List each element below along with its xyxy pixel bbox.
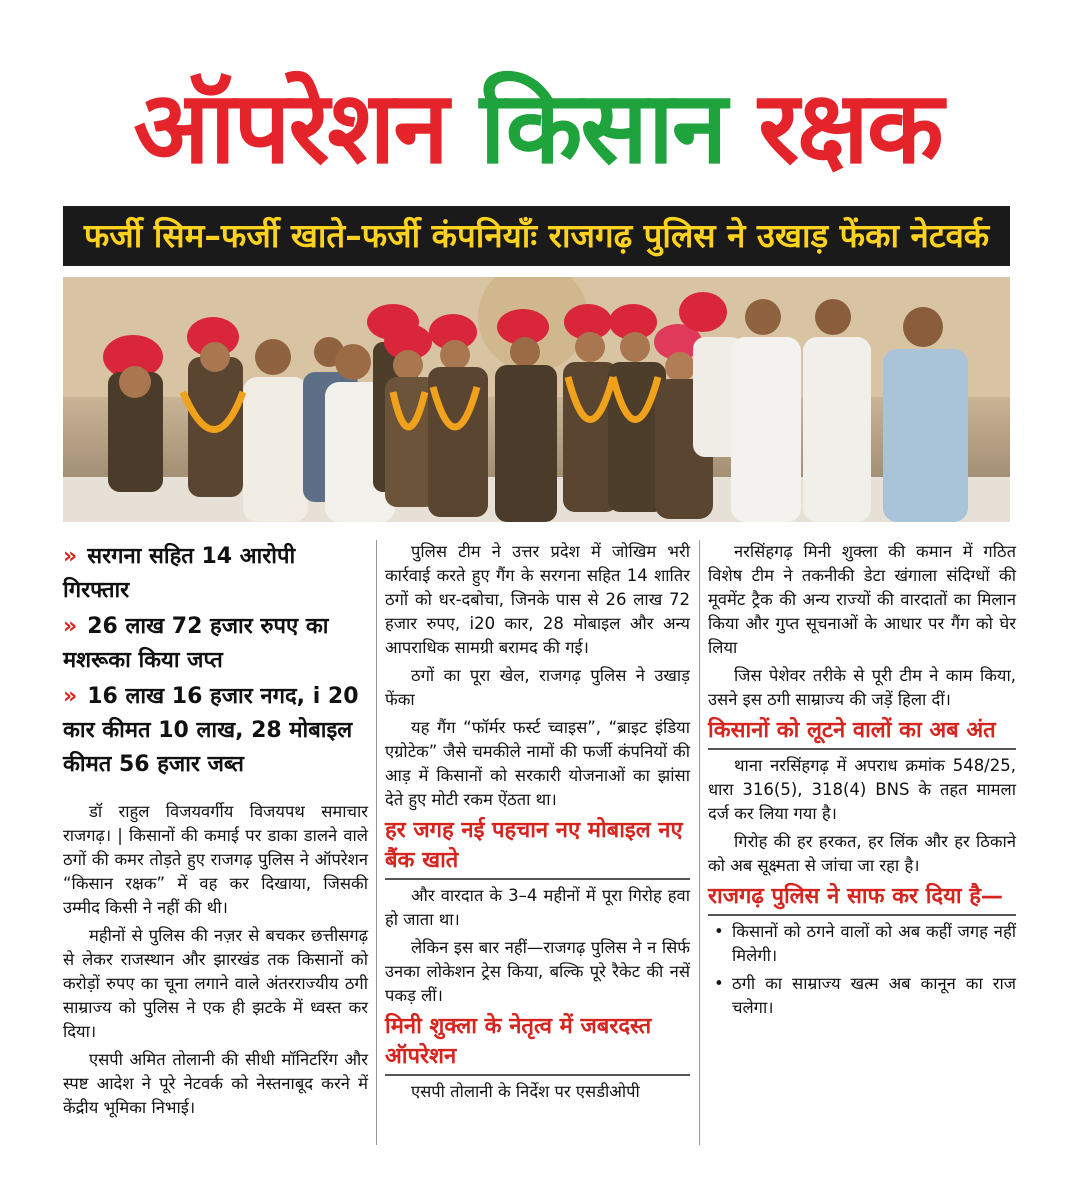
key-point-2: » 26 लाख 72 हजार रुपए का मशरूका किया जप्त [63,614,329,673]
paragraph: नरसिंहगढ़ मिनी शुक्ला की कमान में गठित विशेष टीम ने तकनीकी डेटा खंगाला संदिग्धों की मूवमेंट ट्रैक की अन्य राज्यों की वारदातों का मिलान किया और गुप्त सूचनाओं के आधार पर गैंग को घेर लिया [708,542,1016,657]
key-point-3: » 16 लाख 16 हजार नगद, i 20 कार कीमत 10 लाख, 28 मोबाइल कीमत 56 हजार जब्त [63,684,359,777]
headline-part-operation: ऑपरेशन [133,69,447,186]
article-column-2 [385,540,690,1108]
section-heading: राजगढ़ पुलिस ने साफ कर दिया है— [708,882,1016,916]
group-photo [63,277,1010,522]
headline-part-kisan: किसान [479,69,726,186]
section-heading: मिनी शुक्ला के नेतृत्व में जबरदस्त ऑपरेशन [385,1012,690,1076]
paragraph: पुलिस टीम ने उत्तर प्रदेश में जोखिम भरी कार्रवाई करते हुए गैंग के सरगना सहित 14 शातिर ठगों को धर-दबोचा, जिनके पास से 26 लाख 72 हजार रुपए, i20 कार, 28 मोबाइल और अन्य आपराधिक सामग्री बरामद की गई। [385,542,690,657]
paragraph: महीनों से पुलिस की नज़र से बचकर छत्तीसगढ़ से लेकर राजस्थान और झारखंड तक किसानों को करोड़ों रुपए का चूना लगाने वाले अंतरराज्यीय ठगी साम्राज्य को पुलिस ने एक ही झटके में ध्वस्त कर दिया। [63,926,368,1041]
list-item: • किसानों को ठगने वालों को अब कहीं जगह नहीं मिलेगी। [728,920,1016,968]
paragraph: यह गैंग “फॉर्मर फर्स्ट च्वाइस”, “ब्राइट इंडिया एग्रोटेक” जैसे चमकीले नामों की फर्जी कंपनियों की आड़ में किसानों को सरकारी योजनाओं का झांसा देते हुए मोटी रकम ऐंठता था। [385,718,690,809]
column-divider [376,540,377,1145]
paragraph: और वारदात के 3–4 महीनों में पूरा गिरोह हवा हो जाता था। [385,886,690,929]
article-column-3 [708,540,1016,1024]
paragraph: लेकिन इस बार नहीं—राजगढ़ पुलिस ने न सिर्फ उनका लोकेशन ट्रेस किया, बल्कि पूरे रैकेट की नसें पकड़ लीं। [385,938,690,1005]
double-chevron-icon: » [63,544,78,569]
key-points [63,540,363,784]
article-column-1 [63,800,368,1124]
section-heading: हर जगह नई पहचान नए मोबाइल नए बैंक खाते [385,816,690,880]
list-item: • ठगी का साम्राज्य खत्म अब कानून का राज चलेगा। [728,972,1016,1020]
double-chevron-icon: » [63,614,78,639]
paragraph: गिरोह की हर हरकत, हर लिंक और हर ठिकाने को अब सूक्ष्मता से जांचा जा रहा है। [708,832,1016,875]
group-photo-illustration [63,277,1010,522]
key-point-1: » सरगना सहित 14 आरोपी गिरफ्तार [63,544,296,603]
headline-part-rakshak: रक्षक [758,69,942,186]
column-divider [699,540,700,1145]
section-heading: किसानों को लूटने वालों का अब अंत [708,716,1016,750]
paragraph: एसपी तोलानी के निर्देश पर एसडीओपी [411,1082,640,1101]
headline [0,68,1075,188]
conclusion-list [728,920,1016,1020]
paragraph: जिस पेशेवर तरीके से पूरी टीम ने काम किया, उसने इस ठगी साम्राज्य की जड़ें हिला दीं। [708,666,1016,709]
double-chevron-icon: » [63,684,78,709]
subheadline-bar: फर्जी सिम–फर्जी खाते–फर्जी कंपनियाँः राजगढ़ पुलिस ने उखाड़ फेंका नेटवर्क [63,206,1010,266]
paragraph: थाना नरसिंहगढ़ में अपराध क्रमांक 548/25, धारा 316(5), 318(4) BNS के तहत मामला दर्ज कर लिया गया है। [708,756,1016,823]
paragraph: ठगों का पूरा खेल, राजगढ़ पुलिस ने उखाड़ फेंका [385,666,690,709]
paragraph: डॉ राहुल विजयवर्गीय विजयपथ समाचार राजगढ़। | किसानों की कमाई पर डाका डालने वाले ठगों की कमर तोड़ते हुए राजगढ़ पुलिस ने ऑपरेशन “किसान रक्षक” में वह कर दिखाया, जिसकी उम्मीद किसी ने नहीं की थी। [63,802,368,917]
paragraph: एसपी अमित तोलानी की सीधी मॉनिटरिंग और स्पष्ट आदेश ने पूरे नेटवर्क को नेस्तनाबूद करने में केंद्रीय भूमिका निभाई। [63,1050,368,1117]
